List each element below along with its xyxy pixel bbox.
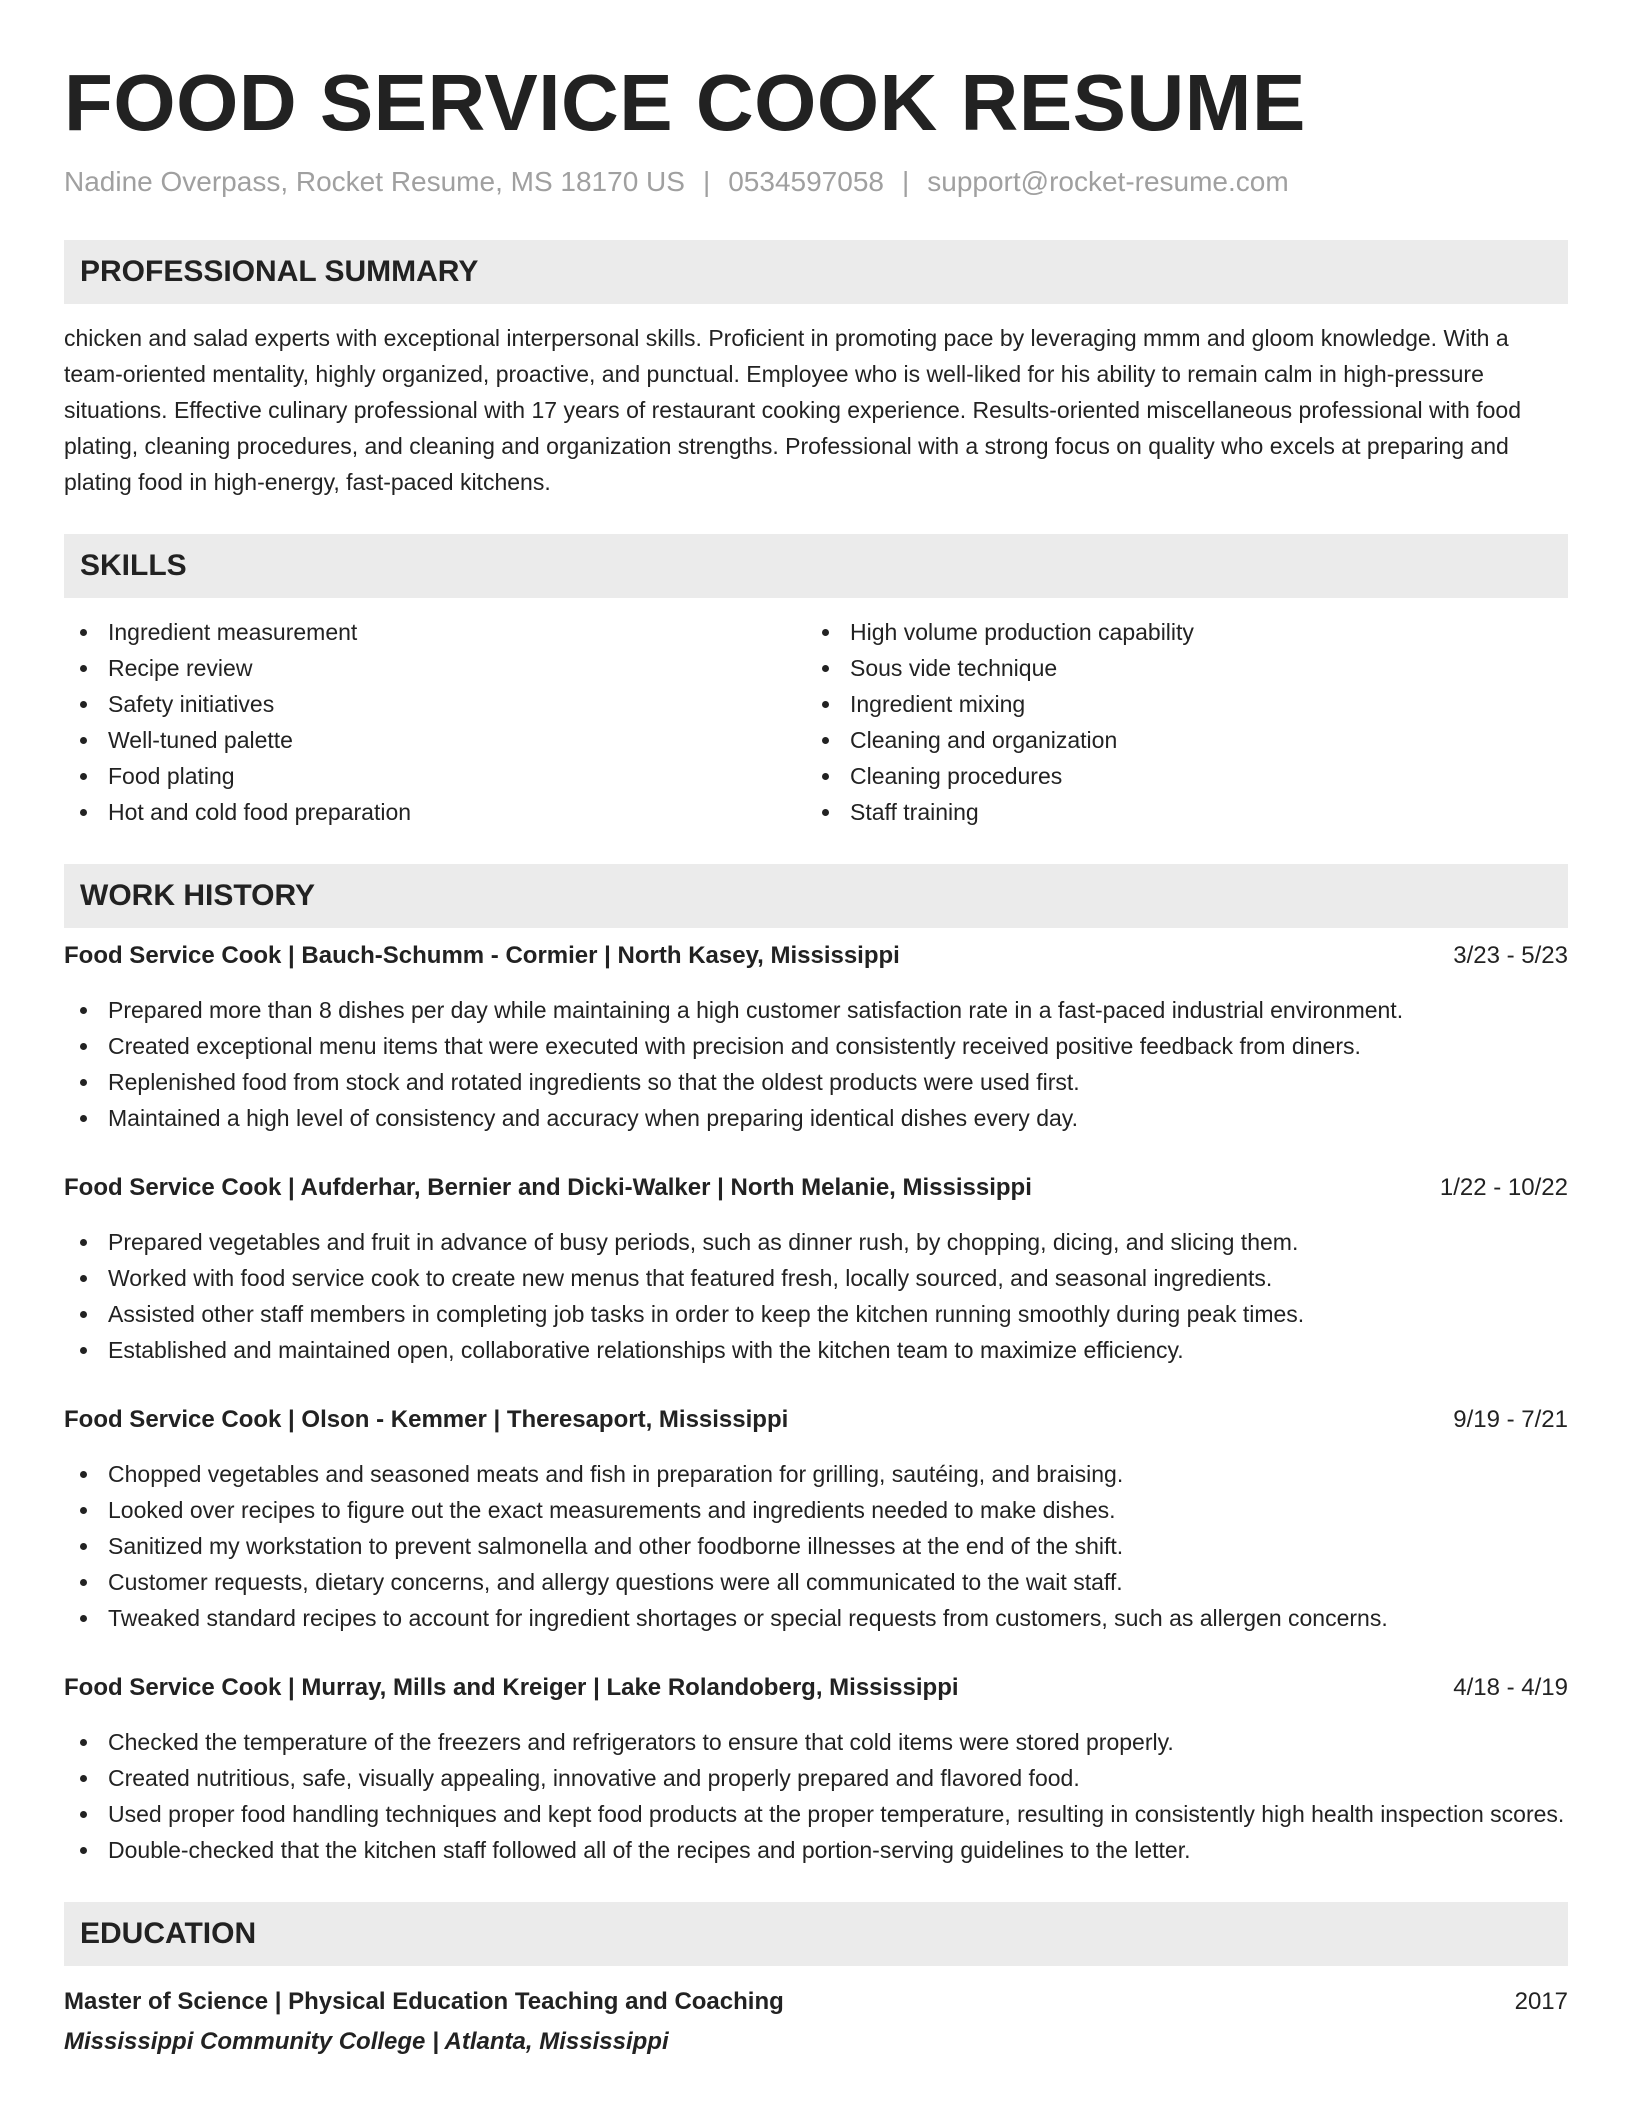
education-year: 2017 — [1514, 1988, 1568, 2015]
job-dates: 9/19 - 7/21 — [1453, 1406, 1568, 1433]
skill-item: Recipe review — [64, 650, 806, 686]
job-bullet: Created nutritious, safe, visually appealing, innovative and properly prepared and flavored food. — [64, 1760, 1568, 1796]
education-degree: Master of Science | Physical Education Teaching and Coaching — [64, 1988, 784, 2015]
job-bullet: Used proper food handling techniques and kept food products at the proper temperature, resulting in consistently high health inspection scores. — [64, 1796, 1568, 1832]
contact-line — [64, 164, 1568, 200]
job-bullet: Replenished food from stock and rotated ingredients so that the oldest products were used first. — [64, 1064, 1568, 1100]
job-header — [64, 1170, 1568, 1206]
job-bullet: Assisted other staff members in completing job tasks in order to keep the kitchen running smoothly during peak times. — [64, 1296, 1568, 1332]
job-title: Food Service Cook | Aufderhar, Bernier and Dicki-Walker | North Melanie, Mississippi — [64, 1174, 1032, 1201]
job-bullet: Checked the temperature of the freezers and refrigerators to ensure that cold items were stored properly. — [64, 1724, 1568, 1760]
job-bullets — [64, 1456, 1568, 1636]
contact-separator: | — [702, 166, 711, 197]
summary-section-header: PROFESSIONAL SUMMARY — [64, 240, 1568, 304]
contact-phone: 0534597058 — [728, 166, 884, 197]
skill-item: Hot and cold food preparation — [64, 794, 806, 830]
skill-item: Ingredient mixing — [806, 686, 1548, 722]
job-dates: 3/23 - 5/23 — [1453, 942, 1568, 969]
skill-item: Safety initiatives — [64, 686, 806, 722]
work-section-header: WORK HISTORY — [64, 864, 1568, 928]
job-title: Food Service Cook | Olson - Kemmer | Theresaport, Mississippi — [64, 1406, 789, 1433]
education-school: Mississippi Community College | Atlanta, Mississippi — [64, 2028, 669, 2055]
job-entry — [64, 938, 1568, 1136]
job-dates: 4/18 - 4/19 — [1453, 1674, 1568, 1701]
contact-separator: | — [901, 166, 910, 197]
job-title: Food Service Cook | Bauch-Schumm - Cormier | North Kasey, Mississippi — [64, 942, 900, 969]
job-header — [64, 1670, 1568, 1706]
skill-item: Cleaning and organization — [806, 722, 1548, 758]
skill-item: Food plating — [64, 758, 806, 794]
job-bullet: Sanitized my workstation to prevent salmonella and other foodborne illnesses at the end of the shift. — [64, 1528, 1568, 1564]
job-bullets — [64, 1224, 1568, 1368]
contact-email[interactable]: support@rocket-resume.com — [927, 166, 1289, 197]
job-entry — [64, 1170, 1568, 1368]
skill-item: Staff training — [806, 794, 1548, 830]
skills-column-left — [64, 614, 806, 830]
job-dates: 1/22 - 10/22 — [1439, 1174, 1568, 1201]
skill-item: Well-tuned palette — [64, 722, 806, 758]
skills-section-header: SKILLS — [64, 534, 1568, 598]
job-bullet: Established and maintained open, collaborative relationships with the kitchen team to maximize efficiency. — [64, 1332, 1568, 1368]
resume-title: FOOD SERVICE COOK RESUME — [64, 58, 1306, 147]
job-bullet: Double-checked that the kitchen staff followed all of the recipes and portion-serving guidelines to the letter. — [64, 1832, 1568, 1868]
job-header — [64, 938, 1568, 974]
job-bullets — [64, 1724, 1568, 1868]
resume-page — [64, 0, 1568, 2060]
job-bullet: Worked with food service cook to create new menus that featured fresh, locally sourced, and seasonal ingredients. — [64, 1260, 1568, 1296]
skills-list — [64, 614, 1568, 830]
job-bullet: Created exceptional menu items that were executed with precision and consistently received positive feedback from diners. — [64, 1028, 1568, 1064]
job-bullets — [64, 992, 1568, 1136]
summary-text: chicken and salad experts with exceptional interpersonal skills. Proficient in promoting pace by leveraging mmm and gloom knowledge. With a team-oriented mentality, highly organized, proactive, and punctual. Employee who is well-liked for his ability to remain calm in high-pressure situations. Effective culinary professional with 17 years of restaurant cooking experience. Results-oriented miscellaneous professional with food plating, cleaning procedures, and cleaning and organization strengths. Professional with a strong focus on quality who excels at preparing and plating food in high-energy, fast-paced kitchens. — [64, 325, 1522, 495]
job-bullet: Looked over recipes to figure out the exact measurements and ingredients needed to make dishes. — [64, 1492, 1568, 1528]
education-section-header: EDUCATION — [64, 1902, 1568, 1966]
job-bullet: Prepared more than 8 dishes per day while maintaining a high customer satisfaction rate in a fast-paced industrial environment. — [64, 992, 1568, 1028]
job-bullet: Chopped vegetables and seasoned meats and fish in preparation for grilling, sautéing, and braising. — [64, 1456, 1568, 1492]
skills-column-right — [806, 614, 1548, 830]
education-header — [64, 1984, 1568, 2020]
skill-item: Cleaning procedures — [806, 758, 1548, 794]
job-bullet: Prepared vegetables and fruit in advance of busy periods, such as dinner rush, by chopping, dicing, and slicing them. — [64, 1224, 1568, 1260]
job-bullet: Maintained a high level of consistency and accuracy when preparing identical dishes every day. — [64, 1100, 1568, 1136]
job-title: Food Service Cook | Murray, Mills and Kreiger | Lake Rolandoberg, Mississippi — [64, 1674, 959, 1701]
job-bullet: Customer requests, dietary concerns, and allergy questions were all communicated to the wait staff. — [64, 1564, 1568, 1600]
job-entry — [64, 1402, 1568, 1636]
contact-address: Nadine Overpass, Rocket Resume, MS 18170 US — [64, 166, 685, 197]
skill-item: Ingredient measurement — [64, 614, 806, 650]
skill-item: Sous vide technique — [806, 650, 1548, 686]
job-header — [64, 1402, 1568, 1438]
job-entry — [64, 1670, 1568, 1868]
skill-item: High volume production capability — [806, 614, 1548, 650]
job-bullet: Tweaked standard recipes to account for ingredient shortages or special requests from customers, such as allergen concerns. — [64, 1600, 1568, 1636]
